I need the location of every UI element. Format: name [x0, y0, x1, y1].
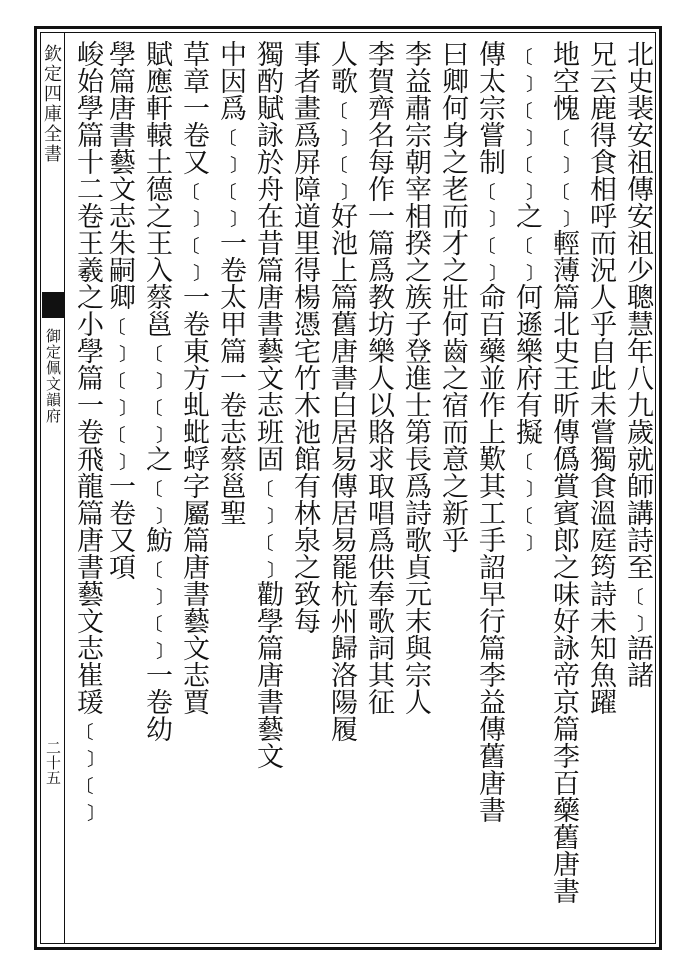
text-column-15: 學篇唐書藝文志朱嗣卿﹝﹞﹝﹞﹝﹞一卷又項: [104, 40, 135, 580]
text-column-11: 獨酌賦詠於舟在昔篇唐書藝文志班固﹝﹞﹝﹞勸學篇唐書藝文: [252, 40, 283, 769]
text-column-3: 地空愧﹝﹞﹝﹞輕薄篇北史王昕傳僞賞賓郎之味好詠帝京篇李百藥舊唐書: [548, 40, 579, 904]
text-column-12: 中因爲﹝﹞﹝﹞一卷太甲篇一卷志蔡邕聖: [215, 40, 246, 526]
text-column-7: 李益肅宗朝宰相揆之族子登進士第長爲詩歌貞元末與宗人: [400, 40, 431, 715]
text-column-2: 兄云鹿得食相呼而況人乎自此未嘗獨食溫庭筠詩未知魚躍: [585, 40, 616, 715]
fish-tail-mark: [42, 292, 64, 318]
text-column-8: 李賀齊名每作一篇爲教坊樂人以賂求取唱爲供奉歌詞其征: [363, 40, 394, 715]
margin-divider: [64, 32, 65, 944]
text-column-16: 峻始學篇十二卷王羲之小學篇一卷飛龍篇唐書藝文志崔瑗﹝﹞﹝﹞: [72, 40, 103, 823]
text-column-14: 賦應軒轅土德之王入蔡邕﹝﹞﹝﹞之﹝﹞魴﹝﹞﹝﹞一卷幼: [141, 40, 172, 742]
text-column-1: 北史裴安祖傳安祖少聰慧年八九歲就師講詩至﹝﹞語諸: [622, 40, 653, 688]
margin-book-title: 御定佩文韻府: [44, 328, 62, 424]
page-number: 二十五: [44, 740, 62, 785]
text-column-5: 傳太宗嘗制﹝﹞﹝﹞命百藥並作上歎其工手詔早行篇李益傳舊唐書: [474, 40, 505, 823]
text-column-6: 曰卿何身之老而才之壯何齒之宿而意之新乎: [437, 40, 468, 553]
text-column-4: ﹝﹞﹝﹞﹝﹞之﹝﹞何遜樂府有擬﹝﹞﹝﹞: [511, 40, 542, 553]
text-column-13: 草章一卷又﹝﹞﹝﹞一卷東方虬蚍蜉字屬篇唐書藝文志賈: [178, 40, 209, 715]
text-column-9: 人歌﹝﹞﹝﹞好池上篇舊唐書白居易傳居易罷杭州歸洛陽履: [326, 40, 357, 742]
margin-title: 欽定四庫全書: [41, 44, 62, 164]
text-column-10: 事者畫爲屏障道里得楊憑宅竹木池館有林泉之致每: [289, 40, 320, 634]
